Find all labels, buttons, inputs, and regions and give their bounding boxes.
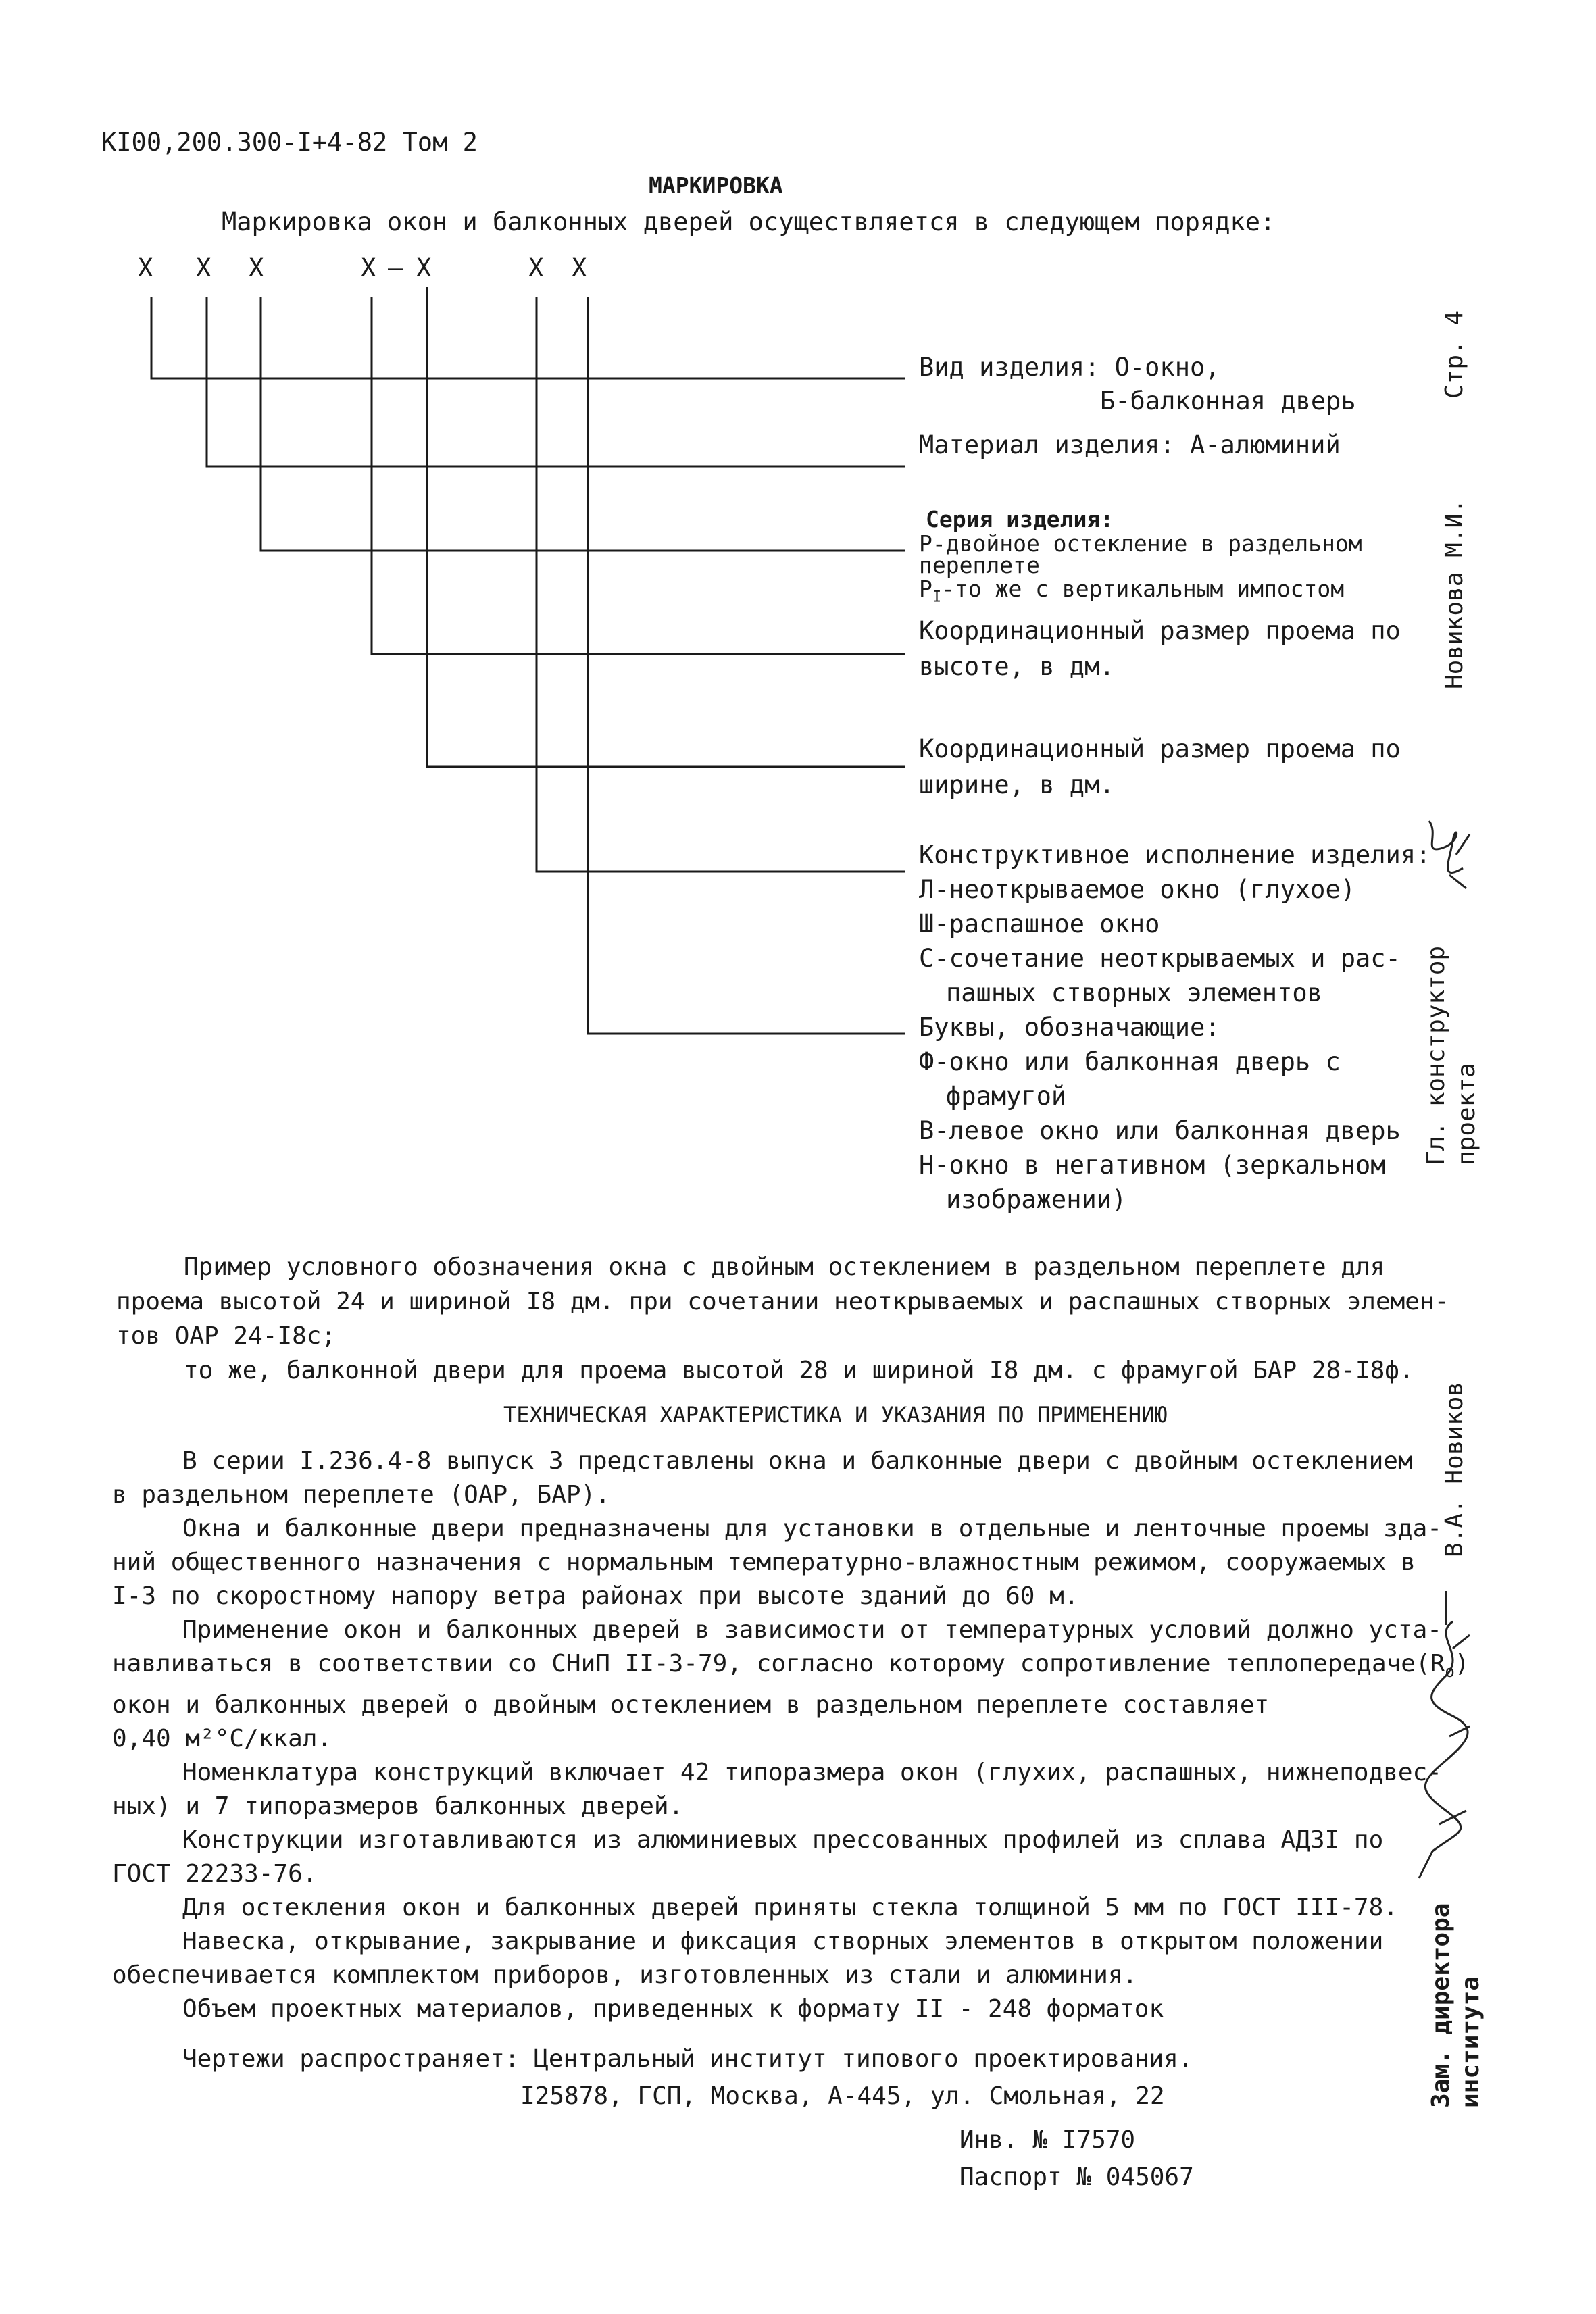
legend-letters-item-cont: фрамугой — [946, 1082, 1067, 1111]
tech-line: обеспечивается комплектом приборов, изготовленных из стали и алюминия. — [112, 1961, 1138, 1990]
tech-line: Для остекления окон и балконных дверей приняты стекла толщиной 5 мм по ГОСТ III-78. — [182, 1894, 1398, 1922]
legend-design-item: С-сочетание неоткрываемых и рас- — [919, 944, 1401, 973]
legend-height-line2: высоте, в дм. — [919, 652, 1115, 681]
tech-line: окон и балконных дверей о двойным остеклением в раздельном переплете составляет — [112, 1691, 1270, 1719]
intro-text: Маркировка окон и балконных дверей осуществляется в следующем порядке: — [222, 207, 1276, 236]
distribution-line1: Чертежи распространяет: Центральный институт типового проектирования. — [182, 2045, 1193, 2073]
legend-series-r1-text: -то же с вертикальным импостом — [941, 576, 1345, 602]
connector-kind — [151, 297, 905, 378]
tech-line: ний общественного назначения с нормальным температурно-влажностным режимом, сооружаемых в — [112, 1549, 1416, 1576]
tech-line: Объем проектных материалов, приведенных к формату II - 248 форматок — [182, 1995, 1164, 2023]
distribution-line2: I25878, ГСП, Москва, А-445, ул. Смольная, 22 — [520, 2082, 1165, 2110]
chief-name: В.А. Новиков — [1441, 1381, 1468, 1557]
legend-design-item: Л-неоткрываемое окно (глухое) — [919, 875, 1356, 904]
tech-line: Навеска, открывание, закрывание и фиксация створных элементов в открытом положении — [182, 1928, 1384, 1956]
scheme-dash: – — [388, 253, 403, 282]
legend-series-r-cont: переплете — [919, 552, 1040, 578]
deputy-title-line2: института — [1457, 1976, 1485, 2108]
tech-heading: ТЕХНИЧЕСКАЯ ХАРАКТЕРИСТИКА И УКАЗАНИЯ ПО ПРИМЕНЕНИЮ — [503, 1402, 1168, 1428]
page-title: МАРКИРОВКА — [649, 172, 783, 199]
tech-line: Окна и балконные двери предназначены для установки в отдельные и ленточные проемы зда- — [182, 1515, 1442, 1542]
tech-line: Конструкции изготавливаются из алюминиевых прессованных профилей из сплава АДЗI по — [182, 1826, 1384, 1855]
example-line: проема высотой 24 и шириной I8 дм. при сочетании неоткрываемых и распашных створных элемен- — [116, 1288, 1449, 1315]
connector-height — [372, 297, 905, 654]
legend-series-title: Серия изделия: — [926, 506, 1114, 532]
legend-letters-item: В-левое окно или балконная дверь — [919, 1116, 1401, 1145]
legend-width-line1: Координационный размер проема по — [919, 734, 1401, 763]
legend-letters-title: Буквы, обозначающие: — [919, 1013, 1220, 1042]
scheme-mark-2: X — [196, 253, 211, 282]
legend-design-item: Ш-распашное окно — [919, 909, 1160, 938]
tech-line: I-3 по скоростному напору ветра районах при высоте зданий до 60 м. — [112, 1582, 1079, 1610]
tech-line-resistance — [112, 1647, 1469, 1688]
legend-design — [919, 838, 1430, 1010]
tech-line: Номенклатура конструкций включает 42 типоразмера окон (глухих, распашных, нижнеподвес- — [182, 1759, 1442, 1787]
legend-material: Материал изделия: А-алюминий — [919, 430, 1341, 459]
connector-design — [537, 297, 905, 872]
legend-height-line1: Координационный размер проема по — [919, 616, 1401, 645]
scheme-mark-6: X — [528, 253, 544, 282]
tech-line: Применение окон и балконных дверей в зависимости от температурных условий должно уста- — [182, 1616, 1442, 1644]
tech-line: В серии I.236.4-8 выпуск 3 представлены окна и балконные двери с двойным остеклением — [182, 1447, 1413, 1475]
legend-letters-item-cont: изображении) — [946, 1185, 1127, 1214]
r-close: ) — [1454, 1650, 1470, 1678]
author-name: Новикова М.И. — [1441, 499, 1468, 689]
tech-line: ных) и 7 типоразмеров балконных дверей. — [112, 1792, 684, 1821]
page-number: Стр. 4 — [1441, 310, 1468, 399]
tech-line: 0,40 м²°С/ккал. — [112, 1725, 332, 1753]
example-line: то же, балконной двери для проема высотой 28 и шириной I8 дм. с фрамугой БАР 28-I8ф. — [184, 1357, 1414, 1384]
example-paragraph — [116, 1250, 1449, 1388]
document-code: КI00,200.300-I+4-82 Том 2 — [101, 128, 478, 157]
chief-title-line2: проекта — [1453, 1063, 1480, 1165]
legend-kind-line2: Б-балконная дверь — [1100, 386, 1356, 416]
deputy-title-line1: Зам. директора — [1427, 1903, 1455, 2108]
legend-series-r1-index: I — [932, 588, 942, 606]
legend-letters — [919, 1010, 1401, 1217]
connector-letters — [588, 297, 905, 1034]
example-line: тов ОАР 24-I8с; — [116, 1322, 336, 1350]
tech-line: ГОСТ 22233-76. — [112, 1860, 318, 1888]
connector-series — [261, 297, 905, 551]
tech-line-text: навливаться в соответствии со СНиП II-3-79, согласно которому сопротивление теплопередаче(R — [112, 1650, 1445, 1678]
connector-material — [207, 297, 905, 466]
deputy-signature — [1405, 1608, 1480, 1892]
inventory-number: Инв. № I7570 — [959, 2126, 1136, 2154]
example-line: Пример условного обозначения окна с двойным остеклением в раздельном переплете для — [184, 1253, 1385, 1281]
legend-letters-item: Ф-окно или балконная дверь с — [919, 1047, 1341, 1076]
r-subscript: o — [1445, 1662, 1455, 1682]
chief-title-line1: Гл. конструктор — [1422, 945, 1450, 1165]
tech-paragraph — [112, 1444, 1469, 2026]
legend-kind-line1: Вид изделия: О-окно, — [919, 353, 1220, 382]
legend-design-title: Конструктивное исполнение изделия: — [919, 840, 1431, 870]
legend-width-line2: ширине, в дм. — [919, 770, 1115, 799]
tech-line: в раздельном переплете (ОАР, БАР). — [112, 1481, 610, 1509]
scheme-mark-7: X — [572, 253, 587, 282]
scheme-mark-1: X — [138, 253, 153, 282]
scheme-mark-5: X — [416, 253, 432, 282]
connector-width — [427, 287, 905, 767]
legend-series-r1 — [919, 578, 1344, 605]
legend-letters-item: Н-окно в негативном (зеркальном — [919, 1151, 1386, 1180]
scheme-mark-3: X — [249, 253, 264, 282]
passport-number: Паспорт № 045067 — [959, 2163, 1194, 2191]
legend-series-r1-letter: Р — [919, 576, 932, 602]
chief-signature — [1416, 807, 1476, 902]
legend-design-item-cont: пашных створных элементов — [946, 978, 1322, 1007]
scheme-mark-4: X — [361, 253, 376, 282]
legend-series-r: Р-двойное остекление в раздельном — [919, 530, 1362, 557]
